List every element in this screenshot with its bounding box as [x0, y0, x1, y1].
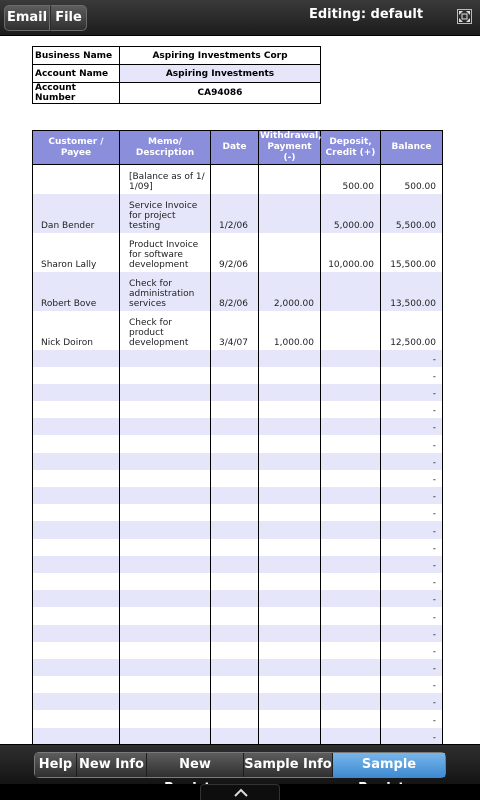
memo-cell[interactable]: Service Invoice for project testing: [120, 194, 211, 233]
payee-cell[interactable]: [33, 539, 120, 556]
system-nav-bar: [0, 784, 480, 800]
balance-cell: -: [381, 556, 443, 573]
payee-cell[interactable]: [33, 607, 120, 624]
table-row[interactable]: [33, 350, 443, 367]
balance-cell: -: [381, 384, 443, 401]
memo-cell[interactable]: [120, 401, 211, 418]
column-header-payee: Customer / Payee: [33, 131, 120, 165]
deposit-cell[interactable]: [321, 487, 381, 504]
withdrawal-cell[interactable]: [259, 573, 321, 590]
deposit-cell[interactable]: [321, 642, 381, 659]
withdrawal-cell[interactable]: 1,000.00: [259, 311, 321, 350]
memo-cell[interactable]: Check for administration services: [120, 272, 211, 311]
deposit-cell[interactable]: [321, 418, 381, 435]
payee-cell[interactable]: Nick Doiron: [33, 311, 120, 350]
deposit-cell[interactable]: [321, 470, 381, 487]
date-cell[interactable]: [211, 487, 259, 504]
deposit-cell[interactable]: [321, 350, 381, 367]
deposit-cell[interactable]: [321, 539, 381, 556]
table-row[interactable]: [33, 311, 443, 350]
table-row[interactable]: [33, 590, 443, 607]
tab-new-info[interactable]: New Info: [77, 753, 147, 777]
memo-cell[interactable]: [120, 350, 211, 367]
withdrawal-cell[interactable]: [259, 384, 321, 401]
tab-group: [34, 752, 446, 778]
deposit-cell[interactable]: [321, 676, 381, 693]
balance-cell: -: [381, 642, 443, 659]
memo-cell[interactable]: [120, 418, 211, 435]
date-cell[interactable]: [211, 676, 259, 693]
withdrawal-cell[interactable]: [259, 728, 321, 745]
tab-sample-register[interactable]: Sample: [333, 753, 445, 777]
balance-cell: 500.00: [381, 165, 443, 194]
column-header-deposit: Deposit, Credit (+): [321, 131, 381, 165]
memo-cell[interactable]: [120, 384, 211, 401]
date-cell[interactable]: 9/2/06: [211, 233, 259, 272]
payee-cell[interactable]: [33, 625, 120, 642]
memo-cell[interactable]: [Balance as of 1/ 1/09]: [120, 165, 211, 194]
date-cell[interactable]: [211, 401, 259, 418]
balance-cell: -: [381, 487, 443, 504]
deposit-cell[interactable]: 5,000.00: [321, 194, 381, 233]
memo-cell[interactable]: [120, 710, 211, 727]
withdrawal-cell[interactable]: [259, 401, 321, 418]
column-header-withdrawal: Withdrawal, Payment (-): [260, 131, 322, 163]
table-row[interactable]: [33, 487, 443, 504]
register-header-row: [33, 131, 443, 165]
table-row[interactable]: [33, 676, 443, 693]
balance-cell: -: [381, 453, 443, 470]
deposit-cell[interactable]: [321, 504, 381, 521]
memo-cell[interactable]: [120, 453, 211, 470]
memo-cell[interactable]: [120, 676, 211, 693]
date-cell[interactable]: [211, 642, 259, 659]
memo-cell[interactable]: [120, 590, 211, 607]
deposit-cell[interactable]: [321, 311, 381, 350]
account-info-table: [32, 46, 321, 104]
date-cell[interactable]: [211, 435, 259, 452]
account-number-field[interactable]: CA94086: [120, 83, 321, 104]
date-cell[interactable]: 8/2/06: [211, 272, 259, 311]
payee-cell[interactable]: [33, 693, 120, 710]
table-row[interactable]: [33, 625, 443, 642]
payee-cell[interactable]: [33, 659, 120, 676]
payee-cell[interactable]: [33, 573, 120, 590]
memo-cell[interactable]: [120, 367, 211, 384]
deposit-cell[interactable]: [321, 693, 381, 710]
balance-cell: -: [381, 607, 443, 624]
balance-cell: -: [381, 573, 443, 590]
account-name-field[interactable]: Aspiring Investments: [120, 65, 321, 83]
deposit-cell[interactable]: [321, 659, 381, 676]
deposit-cell[interactable]: [321, 453, 381, 470]
payee-cell[interactable]: [33, 418, 120, 435]
withdrawal-cell[interactable]: [259, 710, 321, 727]
payee-cell[interactable]: [33, 350, 120, 367]
payee-cell[interactable]: [33, 710, 120, 727]
payee-cell[interactable]: Robert Bove: [33, 272, 120, 311]
date-cell[interactable]: [211, 607, 259, 624]
payee-cell[interactable]: [33, 728, 120, 745]
date-cell[interactable]: [211, 539, 259, 556]
payee-cell[interactable]: [33, 165, 120, 194]
memo-cell[interactable]: [120, 521, 211, 538]
table-row[interactable]: [33, 384, 443, 401]
memo-cell[interactable]: [120, 556, 211, 573]
balance-cell: -: [381, 693, 443, 710]
payee-cell[interactable]: [33, 556, 120, 573]
info-row-account-number: [33, 83, 321, 104]
bottom-toolbar: [0, 744, 480, 784]
memo-cell[interactable]: [120, 539, 211, 556]
memo-cell[interactable]: [120, 435, 211, 452]
table-row[interactable]: [33, 556, 443, 573]
payee-cell[interactable]: [33, 453, 120, 470]
deposit-cell[interactable]: [321, 728, 381, 745]
withdrawal-cell[interactable]: [259, 625, 321, 642]
info-row-account-name: [33, 65, 321, 83]
withdrawal-cell[interactable]: [259, 642, 321, 659]
email-button[interactable]: Email: [4, 5, 50, 31]
withdrawal-cell[interactable]: [259, 470, 321, 487]
payee-cell[interactable]: [33, 384, 120, 401]
table-row[interactable]: [33, 435, 443, 452]
withdrawal-cell[interactable]: [259, 676, 321, 693]
info-row-business-name: [33, 47, 321, 65]
table-row[interactable]: [33, 693, 443, 710]
payee-cell[interactable]: [33, 435, 120, 452]
balance-cell: 13,500.00: [381, 272, 443, 311]
withdrawal-cell[interactable]: [259, 539, 321, 556]
payee-cell[interactable]: Sharon Lally: [33, 233, 120, 272]
payee-cell[interactable]: [33, 504, 120, 521]
date-cell[interactable]: [211, 470, 259, 487]
deposit-cell[interactable]: [321, 607, 381, 624]
withdrawal-cell[interactable]: [259, 350, 321, 367]
tab-new-register[interactable]: New: [147, 753, 244, 777]
info-label: Business Name: [33, 47, 120, 65]
table-row[interactable]: [33, 710, 443, 727]
balance-cell: -: [381, 590, 443, 607]
date-cell[interactable]: [211, 728, 259, 745]
withdrawal-cell[interactable]: [259, 367, 321, 384]
withdrawal-cell[interactable]: [259, 556, 321, 573]
withdrawal-cell[interactable]: [259, 504, 321, 521]
expand-icon[interactable]: [457, 9, 472, 24]
top-action-bar: [0, 0, 480, 36]
withdrawal-cell[interactable]: [259, 453, 321, 470]
table-row[interactable]: [33, 272, 443, 311]
balance-cell: -: [381, 435, 443, 452]
table-row[interactable]: [33, 573, 443, 590]
balance-cell: -: [381, 504, 443, 521]
balance-cell: -: [381, 470, 443, 487]
register-table: [32, 130, 443, 745]
table-row[interactable]: [33, 453, 443, 470]
withdrawal-cell[interactable]: [259, 435, 321, 452]
date-cell[interactable]: [211, 418, 259, 435]
file-button[interactable]: File: [50, 5, 87, 31]
table-row[interactable]: [33, 728, 443, 745]
table-row[interactable]: [33, 233, 443, 272]
balance-cell: -: [381, 728, 443, 745]
tab-help[interactable]: Help: [35, 753, 77, 777]
payee-cell[interactable]: [33, 676, 120, 693]
memo-cell[interactable]: [120, 693, 211, 710]
withdrawal-cell[interactable]: [259, 165, 321, 194]
memo-cell[interactable]: [120, 487, 211, 504]
balance-cell: -: [381, 521, 443, 538]
memo-cell[interactable]: [120, 573, 211, 590]
memo-cell[interactable]: [120, 642, 211, 659]
payee-cell[interactable]: [33, 590, 120, 607]
payee-cell[interactable]: Dan Bender: [33, 194, 120, 233]
memo-cell[interactable]: [120, 728, 211, 745]
balance-cell: 12,500.00: [381, 311, 443, 350]
date-cell[interactable]: [211, 573, 259, 590]
payee-cell[interactable]: [33, 642, 120, 659]
withdrawal-cell[interactable]: [259, 659, 321, 676]
memo-cell[interactable]: [120, 504, 211, 521]
memo-cell[interactable]: [120, 470, 211, 487]
deposit-cell[interactable]: [321, 710, 381, 727]
deposit-cell[interactable]: [321, 272, 381, 311]
balance-cell: -: [381, 625, 443, 642]
deposit-cell[interactable]: [321, 367, 381, 384]
balance-cell: -: [381, 367, 443, 384]
table-row[interactable]: [33, 470, 443, 487]
date-cell[interactable]: [211, 165, 259, 194]
withdrawal-cell[interactable]: [259, 607, 321, 624]
withdrawal-cell[interactable]: [259, 521, 321, 538]
payee-cell[interactable]: [33, 367, 120, 384]
balance-cell: -: [381, 350, 443, 367]
payee-cell[interactable]: [33, 470, 120, 487]
withdrawal-cell[interactable]: [259, 693, 321, 710]
deposit-cell[interactable]: 10,000.00: [321, 233, 381, 272]
deposit-cell[interactable]: [321, 590, 381, 607]
table-row[interactable]: [33, 539, 443, 556]
date-cell[interactable]: 1/2/06: [211, 194, 259, 233]
business-name-field[interactable]: Aspiring Investments Corp: [120, 47, 321, 65]
table-row[interactable]: [33, 165, 443, 194]
table-row[interactable]: [33, 521, 443, 538]
table-row[interactable]: [33, 607, 443, 624]
payee-cell[interactable]: [33, 401, 120, 418]
memo-cell[interactable]: [120, 659, 211, 676]
balance-cell: -: [381, 418, 443, 435]
tab-sample-info[interactable]: Sample Info: [244, 753, 333, 777]
page-title: Editing: default: [308, 7, 424, 22]
table-row[interactable]: [33, 418, 443, 435]
column-header-memo: Memo/ Description: [120, 131, 211, 165]
memo-cell[interactable]: Check for product development: [120, 311, 211, 350]
date-cell[interactable]: [211, 556, 259, 573]
balance-cell: -: [381, 539, 443, 556]
deposit-cell[interactable]: [321, 521, 381, 538]
date-cell[interactable]: [211, 384, 259, 401]
date-cell[interactable]: [211, 453, 259, 470]
deposit-cell[interactable]: [321, 556, 381, 573]
table-row[interactable]: [33, 659, 443, 676]
withdrawal-cell[interactable]: [259, 590, 321, 607]
memo-cell[interactable]: [120, 607, 211, 624]
date-cell[interactable]: [211, 504, 259, 521]
deposit-cell[interactable]: [321, 384, 381, 401]
balance-cell: -: [381, 710, 443, 727]
date-cell[interactable]: [211, 710, 259, 727]
withdrawal-cell[interactable]: [259, 487, 321, 504]
table-row[interactable]: [33, 504, 443, 521]
deposit-cell[interactable]: 500.00: [321, 165, 381, 194]
info-label: Account Number: [33, 83, 120, 104]
withdrawal-cell[interactable]: 2,000.00: [259, 272, 321, 311]
balance-cell: 5,500.00: [381, 194, 443, 233]
register-body: [33, 165, 443, 745]
balance-cell: -: [381, 676, 443, 693]
balance-cell: -: [381, 401, 443, 418]
deposit-cell[interactable]: [321, 435, 381, 452]
withdrawal-cell[interactable]: [259, 418, 321, 435]
table-row[interactable]: [33, 194, 443, 233]
withdrawal-cell[interactable]: [259, 233, 321, 272]
withdrawal-cell[interactable]: [259, 194, 321, 233]
date-cell[interactable]: [211, 521, 259, 538]
date-cell[interactable]: [211, 350, 259, 367]
date-cell[interactable]: [211, 659, 259, 676]
deposit-cell[interactable]: [321, 625, 381, 642]
balance-cell: 15,500.00: [381, 233, 443, 272]
panel-handle[interactable]: [200, 784, 280, 800]
date-cell[interactable]: [211, 590, 259, 607]
payee-cell[interactable]: [33, 521, 120, 538]
date-cell[interactable]: [211, 625, 259, 642]
date-cell[interactable]: 3/4/07: [211, 311, 259, 350]
payee-cell[interactable]: [33, 487, 120, 504]
deposit-cell[interactable]: [321, 573, 381, 590]
balance-cell: -: [381, 659, 443, 676]
date-cell[interactable]: [211, 693, 259, 710]
table-row[interactable]: [33, 642, 443, 659]
memo-cell[interactable]: Product Invoice for software development: [120, 233, 211, 272]
column-header-balance: Balance: [381, 131, 443, 165]
table-row[interactable]: [33, 367, 443, 384]
deposit-cell[interactable]: [321, 401, 381, 418]
info-label: Account Name: [33, 65, 120, 83]
chevron-up-icon: [234, 788, 248, 798]
date-cell[interactable]: [211, 367, 259, 384]
column-header-date: Date: [211, 131, 259, 165]
memo-cell[interactable]: [120, 625, 211, 642]
table-row[interactable]: [33, 401, 443, 418]
